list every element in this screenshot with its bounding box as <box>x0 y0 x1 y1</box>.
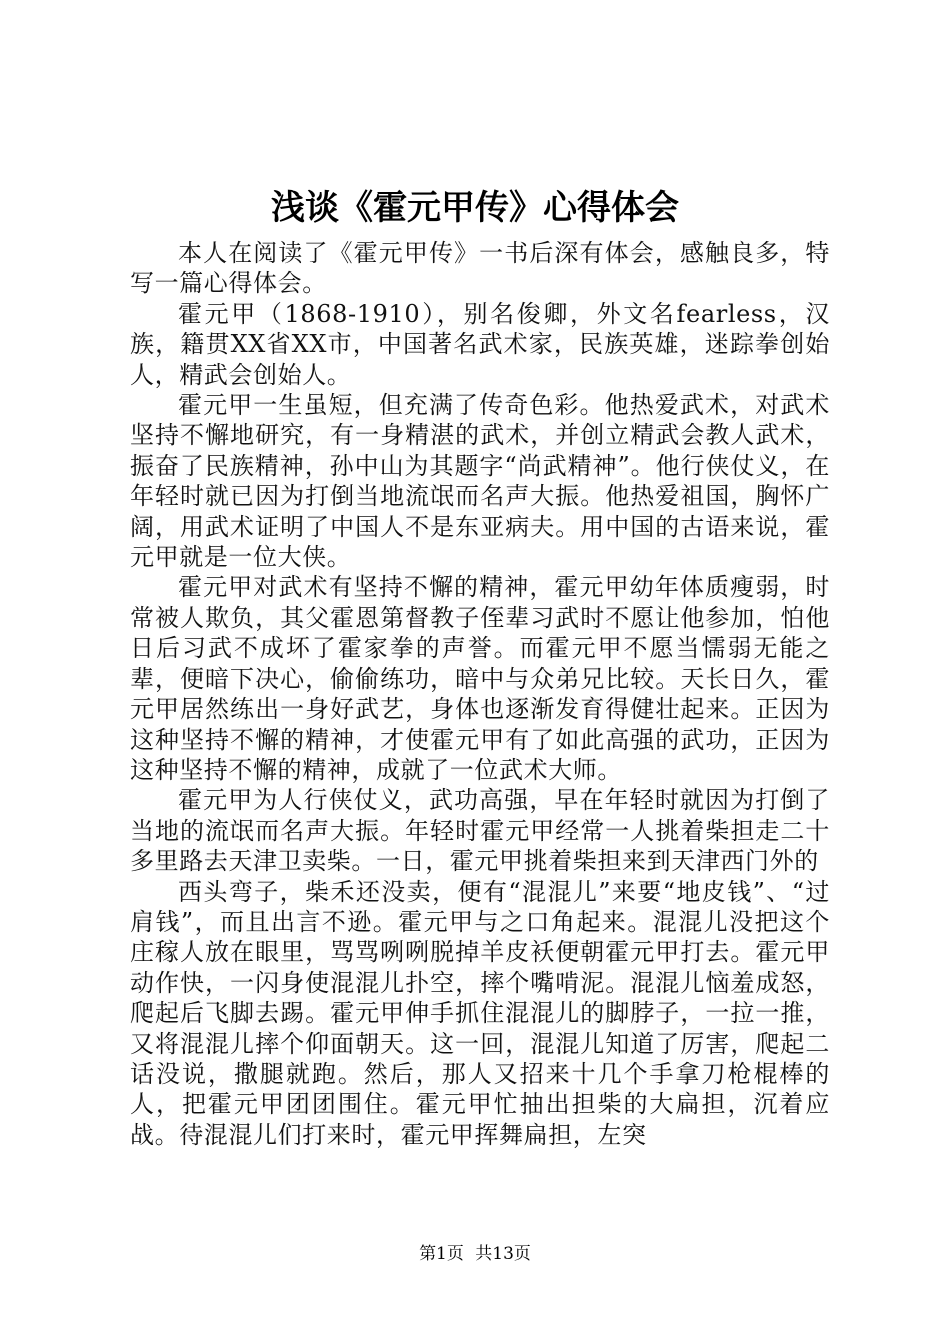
paragraph-perseverance: 霍元甲对武术有坚持不懈的精神，霍元甲幼年体质瘦弱，时常被人欺负，其父霍恩第督教子侄辈习武时不愿让他参加，怕他日后习武不成坏了霍家拳的声誉。而霍元甲不愿当懦弱无能之辈，便暗下决心，偷偷练功，暗中与众弟兄比较。天长日久，霍元甲居然练出一身好武艺，身体也逐渐发育得健壮起来。正因为这种坚持不懈的精神，才使霍元甲有了如此高强的武功，正因为这种坚持不懈的精神，成就了一位武术大师。 <box>130 573 830 784</box>
document-body <box>130 238 830 1150</box>
paragraph-biography: 霍元甲（1868-1910），别名俊卿，外文名fearless，汉族，籍贯XX省XX市，中国著名武术家，民族英雄，迷踪拳创始人，精武会创始人。 <box>130 299 830 389</box>
paragraph-intro: 本人在阅读了《霍元甲传》一书后深有体会，感触良多，特写一篇心得体会。 <box>130 239 830 298</box>
paragraph-legend: 霍元甲一生虽短，但充满了传奇色彩。他热爱武术，对武术坚持不懈地研究，有一身精湛的武术，并创立精武会教人武术，振奋了民族精神，孙中山为其题字“尚武精神”。他行侠仗义，在年轻时就已因为打倒当地流氓而名声大振。他热爱祖国，胸怀广阔，用武术证明了中国人不是东亚病夫。用中国的古语来说，霍元甲就是一位大侠。 <box>130 391 830 572</box>
page-number: 第1页 <box>419 1244 464 1264</box>
paragraph-story: 西头弯子，柴禾还没卖，便有“混混儿”来要“地皮钱”、“过肩钱”，而且出言不逊。霍元甲与之口角起来。混混儿没把这个庄稼人放在眼里，骂骂咧咧脱掉羊皮袄便朝霍元甲打去。霍元甲动作快，一闪身使混混儿扑空，摔个嘴啃泥。混混儿恼羞成怒，爬起后飞脚去踢。霍元甲伸手抓住混混儿的脚脖子，一拉一推，又将混混儿摔个仰面朝天。这一回，混混儿知道了厉害，爬起二话没说，撒腿就跑。然后，那人又招来十几个手拿刀枪棍棒的人，把霍元甲团团围住。霍元甲忙抽出担柴的大扁担，沉着应战。待混混儿们打来时，霍元甲挥舞扁担，左突 <box>130 877 830 1149</box>
page-total: 共13页 <box>475 1244 531 1264</box>
document-title: 浅谈《霍元甲传》心得体会 <box>271 188 679 228</box>
paragraph-chivalry: 霍元甲为人行侠仗义，武功高强，早在年轻时就因为打倒了当地的流氓而名声大振。年轻时霍元甲经常一人挑着柴担走二十多里路去天津卫卖柴。一日，霍元甲挑着柴担来到天津西门外的 <box>130 786 830 876</box>
page-footer <box>0 1243 950 1265</box>
